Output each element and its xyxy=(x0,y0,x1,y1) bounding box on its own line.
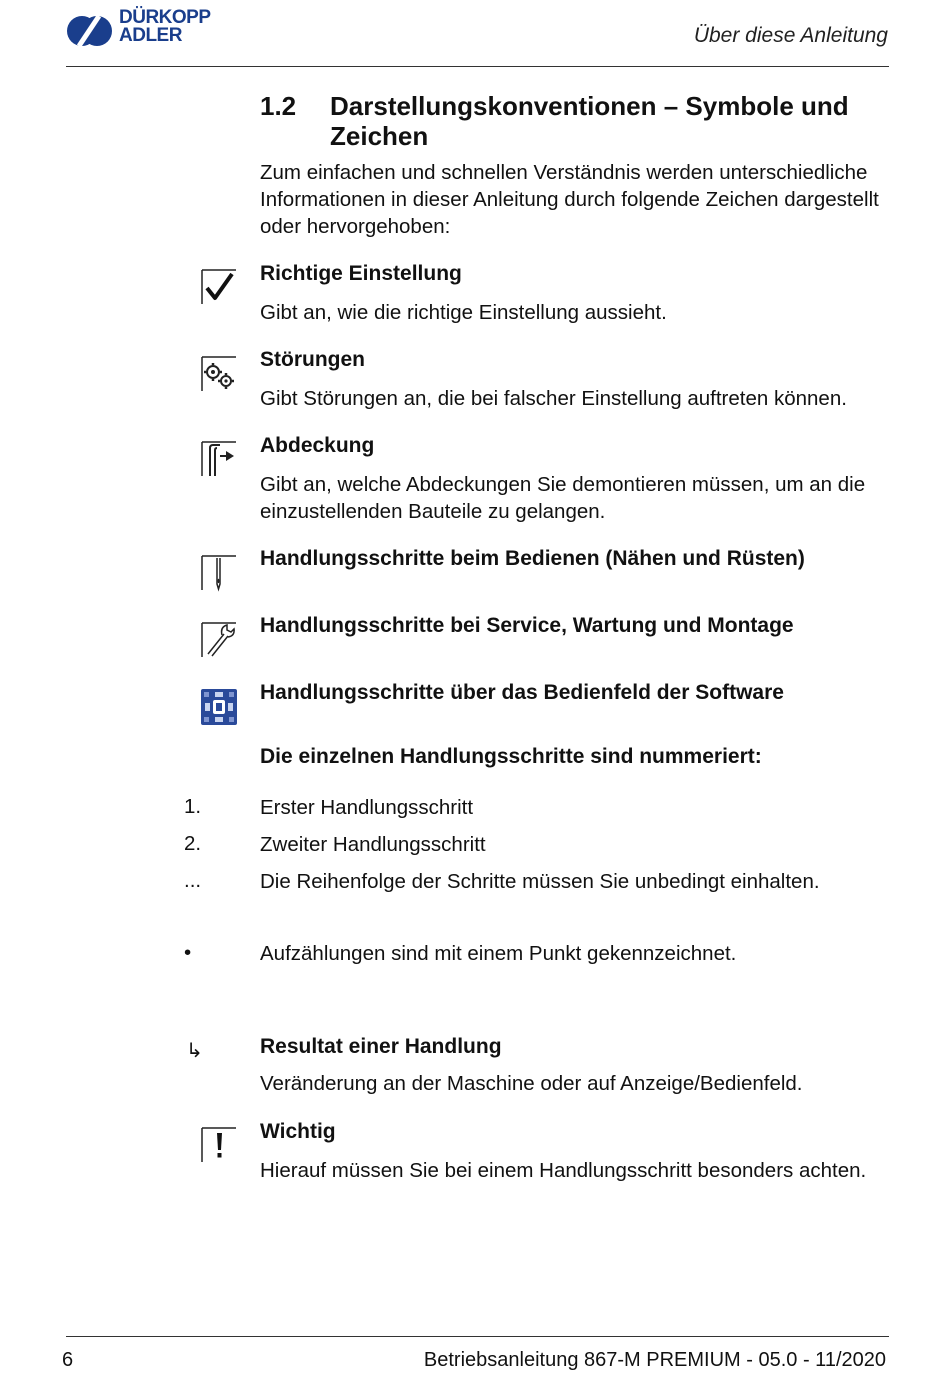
step-text: Erster Handlungsschritt xyxy=(260,796,474,819)
symbol-heading: Störungen xyxy=(260,348,365,371)
step-marker: ... xyxy=(184,869,202,892)
step-marker: 2. xyxy=(184,832,202,855)
section-title: Darstellungskonventionen – Symbole und Zeichen xyxy=(330,91,849,151)
header-title: Über diese Anleitung xyxy=(693,24,888,47)
page-number: 6 xyxy=(62,1349,74,1371)
symbol-text: Gibt Störungen an, die bei falscher Einstellung auftreten können. xyxy=(260,387,847,410)
result-heading: Resultat einer Handlung xyxy=(260,1035,502,1058)
symbol-text: Gibt an, wie die richtige Einstellung aussieht. xyxy=(260,301,667,324)
result-arrow-icon: ↳ xyxy=(186,1040,203,1062)
symbol-heading: Richtige Einstellung xyxy=(260,262,462,285)
checkmark-icon xyxy=(200,268,238,306)
footer-divider xyxy=(66,1336,889,1337)
symbol-heading: Abdeckung xyxy=(260,434,375,457)
logo-line-1: DÜRKOPP xyxy=(119,7,211,28)
symbol-heading: Handlungsschritte beim Bedienen (Nähen und Rüsten) xyxy=(260,547,805,570)
step-marker: 1. xyxy=(184,795,202,818)
section-number: 1.2 xyxy=(260,91,297,121)
symbol-text: Gibt an, welche Abdeckungen Sie demontieren müssen, um an die einzustellenden Bauteile zu gelangen. xyxy=(260,473,866,523)
logo-line-2: ADLER xyxy=(119,25,182,46)
control-panel-icon xyxy=(201,689,237,725)
intro-paragraph: Zum einfachen und schnellen Verständnis werden unterschiedliche Informationen in dieser Anleitung durch folgende Zeichen dargestellt oder hervorgehoben: xyxy=(260,161,879,238)
logo-mark-icon xyxy=(66,12,112,50)
result-text: Veränderung an der Maschine oder auf Anzeige/Bedienfeld. xyxy=(260,1072,803,1095)
important-heading: Wichtig xyxy=(260,1120,336,1143)
cover-icon xyxy=(200,440,238,478)
step-text: Zweiter Handlungsschritt xyxy=(260,833,486,856)
malfunction-gear-icon xyxy=(200,355,238,393)
bullet-marker: • xyxy=(184,941,192,964)
header-divider xyxy=(66,66,889,67)
needle-icon xyxy=(200,554,238,592)
wrench-icon xyxy=(200,621,238,659)
bullet-text: Aufzählungen sind mit einem Punkt gekennzeichnet. xyxy=(260,942,737,965)
important-text: Hierauf müssen Sie bei einem Handlungsschritt besonders achten. xyxy=(260,1159,867,1182)
exclamation-icon xyxy=(200,1126,238,1164)
step-text: Die Reihenfolge der Schritte müssen Sie unbedingt einhalten. xyxy=(260,870,820,893)
symbol-heading: Handlungsschritte bei Service, Wartung und Montage xyxy=(260,614,794,637)
symbol-heading: Handlungsschritte über das Bedienfeld der Software xyxy=(260,681,784,704)
logo-text xyxy=(119,9,211,45)
steps-heading: Die einzelnen Handlungsschritte sind nummeriert: xyxy=(260,745,762,768)
document-title: Betriebsanleitung 867-M PREMIUM - 05.0 - 11/2020 xyxy=(423,1349,886,1371)
